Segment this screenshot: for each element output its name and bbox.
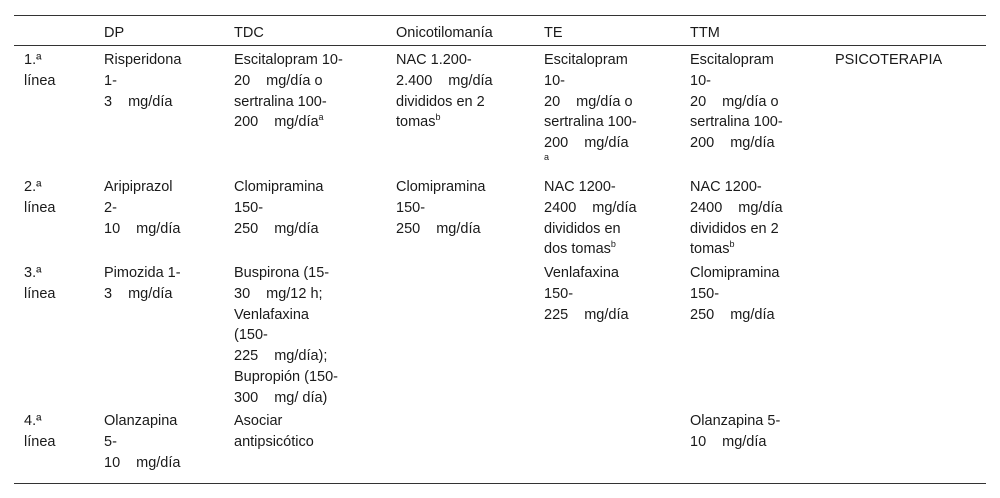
cell-line: Asociar	[234, 413, 283, 429]
header-te: TE	[544, 25, 563, 41]
cell-line: divididos en 2	[396, 93, 485, 110]
cell-line: 225 mg/día);	[234, 348, 328, 365]
cell-line: 4.ª	[24, 413, 42, 429]
cell-line: (150-	[234, 327, 268, 344]
cell-line: Clomipramina	[690, 265, 780, 281]
header-onicotilomania: Onicotilomanía	[396, 25, 493, 41]
cell-line: 200 mg/día	[544, 135, 629, 152]
cell-line: tomas$^b$	[396, 112, 441, 131]
footnote-marker: b	[729, 239, 735, 250]
cell-line: Olanzapina	[104, 413, 178, 429]
table-bottom-rule	[14, 483, 986, 484]
cell-line: dos tomas$^b$	[544, 239, 616, 258]
cell-line: línea	[24, 199, 56, 216]
cell-line: 3 mg/día	[104, 93, 173, 110]
cell-line: 150-	[396, 199, 426, 216]
cell-line: 20 mg/día o	[690, 93, 779, 110]
cell-label	[24, 411, 55, 453]
cell-line: Escitalopram	[544, 52, 628, 68]
header-ttm: TTM	[690, 25, 720, 41]
cell-line: línea	[24, 285, 56, 302]
cell-line: línea	[24, 72, 56, 89]
cell-line: tomas$^b$	[690, 239, 735, 258]
cell-line: NAC 1200-	[690, 179, 762, 195]
cell-line: 20 mg/día o	[234, 72, 323, 89]
cell-tdc	[234, 411, 314, 453]
header-tdc: TDC	[234, 25, 264, 41]
header-dp: DP	[104, 25, 125, 41]
cell-ttm	[690, 411, 780, 453]
cell-line: 200 mg/día	[690, 135, 775, 152]
table-top-rule	[14, 15, 986, 16]
cell-line: Bupropión (150-	[234, 368, 338, 385]
cell-extra	[835, 50, 942, 71]
cell-line: Venlafaxina	[544, 265, 619, 281]
cell-line: 10 mg/día	[104, 220, 181, 237]
cell-line: 5-	[104, 433, 117, 450]
cell-line: 2400 mg/día	[544, 199, 637, 216]
cell-line: Pimozida 1-	[104, 265, 181, 281]
cell-line: 150-	[690, 285, 720, 302]
cell-onico	[396, 177, 485, 239]
cell-line: 2.ª	[24, 179, 42, 195]
cell-line: sertralina 100-	[690, 114, 783, 131]
cell-line: 1.ª	[24, 52, 42, 68]
cell-line: 250 mg/día	[396, 220, 481, 237]
cell-line: 2400 mg/día	[690, 199, 783, 216]
cell-line: divididos en	[544, 220, 621, 237]
footnote-marker: b	[610, 239, 616, 250]
table-header-rule	[14, 45, 986, 46]
cell-line: 20 mg/día o	[544, 93, 633, 110]
cell-line: 250 mg/día	[690, 306, 775, 323]
cell-label	[24, 177, 55, 219]
cell-label	[24, 50, 55, 92]
cell-te	[544, 177, 637, 260]
cell-line: sertralina 100-	[544, 114, 637, 131]
cell-line: PSICOTERAPIA	[835, 52, 943, 68]
cell-line: Clomipramina	[234, 179, 324, 195]
cell-te	[544, 50, 637, 162]
cell-line: 10-	[544, 72, 565, 89]
cell-line: 2-	[104, 199, 117, 216]
cell-dp	[104, 411, 180, 473]
cell-tdc	[234, 263, 338, 409]
cell-line: divididos en 2	[690, 220, 779, 237]
cell-line: 10 mg/día	[104, 454, 181, 471]
cell-line: 250 mg/día	[234, 220, 319, 237]
footnote-marker: a	[318, 112, 324, 123]
cell-ttm	[690, 50, 783, 154]
cell-line: Escitalopram	[690, 52, 774, 68]
footnote-marker: a	[544, 151, 550, 162]
cell-line: 150-	[544, 285, 574, 302]
cell-line: 1-	[104, 72, 117, 89]
cell-line: 150-	[234, 199, 264, 216]
cell-dp	[104, 263, 181, 305]
cell-line: NAC 1200-	[544, 179, 616, 195]
cell-line: 200 mg/día$^a$	[234, 112, 324, 131]
cell-ttm	[690, 177, 783, 260]
cell-line: línea	[24, 433, 56, 450]
cell-label	[24, 263, 55, 305]
cell-line: Aripiprazol	[104, 179, 173, 195]
footnote-marker: b	[435, 112, 441, 123]
cell-line: 2.400 mg/día	[396, 72, 493, 89]
cell-te	[544, 263, 629, 325]
cell-line: 300 mg/ día)	[234, 389, 328, 406]
cell-line: 225 mg/día	[544, 306, 629, 323]
cell-line: Escitalopram 10-	[234, 52, 343, 68]
cell-tdc	[234, 177, 323, 239]
cell-line: Risperidona	[104, 52, 182, 68]
cell-line: 10-	[690, 72, 711, 89]
cell-line: Venlafaxina	[234, 306, 309, 323]
cell-line: 3 mg/día	[104, 285, 173, 302]
cell-line: antipsicótico	[234, 433, 314, 450]
cell-dp	[104, 50, 181, 112]
cell-line: 30 mg/12 h;	[234, 285, 323, 302]
cell-line: 3.ª	[24, 265, 42, 281]
cell-dp	[104, 177, 180, 239]
cell-line: 10 mg/día	[690, 433, 767, 450]
cell-line: NAC 1.200-	[396, 52, 472, 68]
cell-ttm	[690, 263, 779, 325]
cell-line: Olanzapina 5-	[690, 413, 781, 429]
cell-tdc	[234, 50, 343, 133]
cell-line: Clomipramina	[396, 179, 486, 195]
cell-line: Buspirona (15-	[234, 265, 330, 281]
cell-line: sertralina 100-	[234, 93, 327, 110]
cell-onico	[396, 50, 493, 133]
